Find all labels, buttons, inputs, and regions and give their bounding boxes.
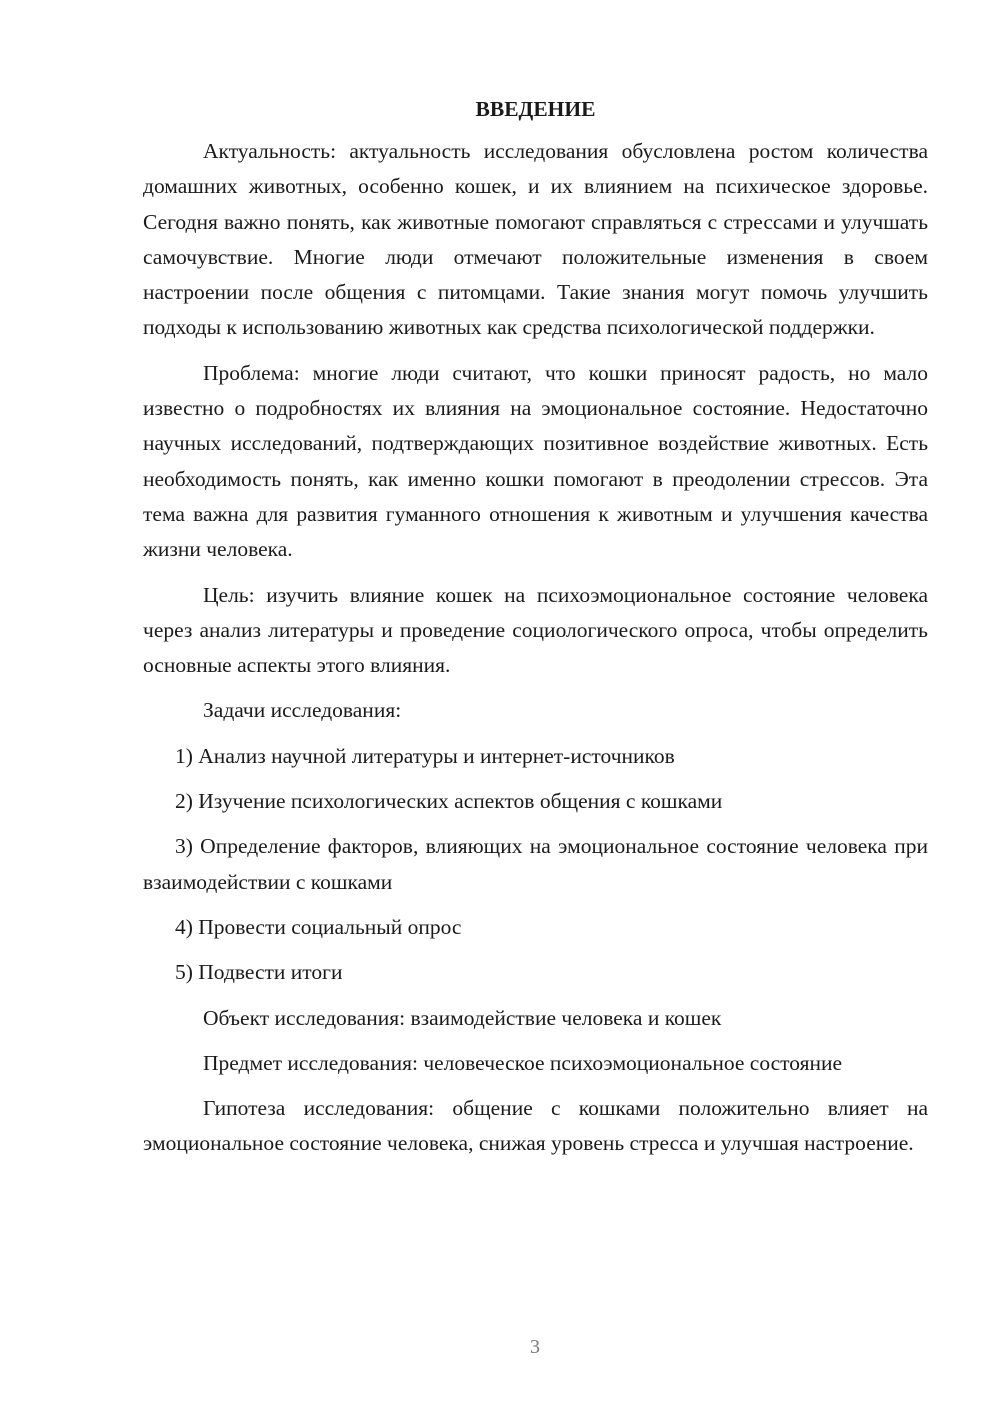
page-title: ВВЕДЕНИЕ bbox=[475, 97, 596, 121]
page-number: 3 bbox=[530, 1336, 540, 1358]
relevance-paragraph: Актуальность: актуальность исследования обусловлена ростом количества домашних животных, особенно кошек, и их влиянием на психическое здоровье. Сегодня важно понять, как животные помогают справляться с стрессами и улучшать самочувствие. Многие люди отмечают положительные изменения в своем настроении после общения с питомцами. Такие знания могут помочь улучшить подходы к использованию животных как средства психологической поддержки. bbox=[143, 139, 928, 340]
goal-paragraph: Цель: изучить влияние кошек на психоэмоциональное состояние человека через анализ литературы и проведение социологического опроса, чтобы определить основные аспекты этого влияния. bbox=[143, 582, 928, 678]
subject-paragraph: Предмет исследования: человеческое психоэмоциональное состояние bbox=[203, 1050, 843, 1075]
object-paragraph: Объект исследования: взаимодействие человека и кошек bbox=[203, 1005, 722, 1030]
task-item: 3) Определение факторов, влияющих на эмоциональное состояние человека при взаимодействии с кошками bbox=[143, 834, 928, 894]
problem-paragraph: Проблема: многие люди считают, что кошки приносят радость, но мало известно о подробностях их влияния на эмоциональное состояние. Недостаточно научных исследований, подтверждающих позитивное воздействие животных. Есть необходимость понять, как именно кошки помогают в преодолении стрессов. Эта тема важна для развития гуманного отношения к животным и улучшения качества жизни человека. bbox=[143, 360, 928, 562]
task-item: 1) Анализ научной литературы и интернет-источников bbox=[175, 743, 675, 768]
task-item: 5) Подвести итоги bbox=[175, 960, 343, 985]
task-item: 4) Провести социальный опрос bbox=[175, 914, 462, 939]
task-item: 2) Изучение психологических аспектов общения с кошками bbox=[175, 789, 723, 814]
document-page bbox=[143, 92, 928, 1172]
tasks-list bbox=[143, 739, 928, 991]
tasks-heading: Задачи исследования: bbox=[203, 698, 402, 723]
hypothesis-paragraph: Гипотеза исследования: общение с кошками положительно влияет на эмоциональное состояние человека, снижая уровень стресса и улучшая настроение. bbox=[143, 1096, 928, 1156]
